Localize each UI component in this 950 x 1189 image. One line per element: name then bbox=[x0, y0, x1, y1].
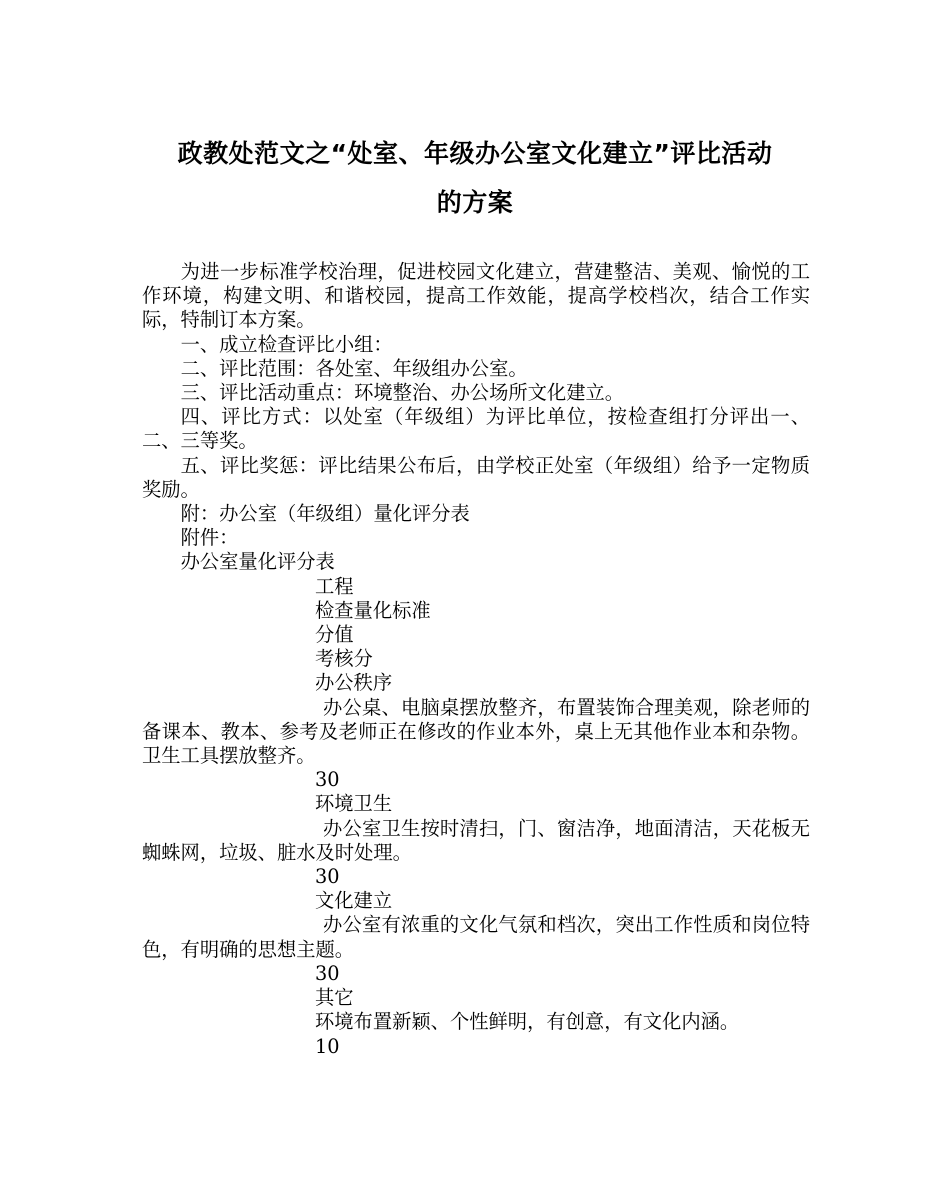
row-score: 30 bbox=[315, 865, 340, 889]
header-item: 工程 bbox=[315, 574, 354, 598]
section-5: 五、评比奖惩：评比结果公布后，由学校正处室（年级组）给予一定物质奖励。 bbox=[142, 453, 810, 501]
row-item: 办公秩序 bbox=[315, 671, 393, 695]
document-body bbox=[142, 260, 810, 1059]
table-row bbox=[142, 671, 810, 792]
header-assessment: 考核分 bbox=[315, 647, 373, 671]
section-2: 二、评比范围：各处室、年级组办公室。 bbox=[180, 356, 528, 380]
header-score: 分值 bbox=[315, 623, 354, 647]
table-header bbox=[142, 575, 810, 672]
row-standard: 办公桌、电脑桌摆放整齐，布置装饰合理美观，除老师的备课本、教本、参考及老师正在修改的作业本外，桌上无其他作业本和杂物。卫生工具摆放整齐。 bbox=[142, 695, 810, 768]
attachment-note: 附：办公室（年级组）量化评分表 bbox=[180, 502, 470, 526]
row-item: 其它 bbox=[315, 986, 354, 1010]
table-row bbox=[142, 889, 810, 986]
header-standard: 检查量化标准 bbox=[315, 598, 431, 622]
section-1: 一、成立检查评比小组： bbox=[180, 332, 393, 356]
table-row bbox=[142, 792, 810, 889]
row-score: 10 bbox=[315, 1034, 340, 1058]
table-title: 办公室量化评分表 bbox=[180, 550, 335, 574]
table-row bbox=[142, 986, 810, 1059]
section-4: 四、评比方式：以处室（年级组）为评比单位，按检查组打分评出一、二、三等奖。 bbox=[142, 405, 810, 453]
row-score: 30 bbox=[315, 768, 340, 792]
row-item: 环境卫生 bbox=[315, 792, 393, 816]
row-standard: 办公室有浓重的文化气氛和档次，突出工作性质和岗位特色，有明确的思想主题。 bbox=[142, 913, 810, 961]
attachment-label: 附件： bbox=[180, 526, 239, 550]
section-3: 三、评比活动重点：环境整治、办公场所文化建立。 bbox=[180, 381, 625, 405]
row-standard: 环境布置新颖、个性鲜明，有创意，有文化内涵。 bbox=[315, 1010, 740, 1034]
row-item: 文化建立 bbox=[315, 889, 393, 913]
row-standard: 办公室卫生按时清扫，门、窗洁净，地面清洁，天花板无蜘蛛网，垃圾、脏水及时处理。 bbox=[142, 816, 810, 864]
document-title-line1: 政教处范文之“处室、年级办公室文化建立”评比活动 bbox=[177, 139, 773, 168]
intro-paragraph: 为进一步标准学校治理，促进校园文化建立，营建整洁、美观、愉悦的工作环境，构建文明、和谐校园，提高工作效能，提高学校档次，结合工作实际，特制订本方案。 bbox=[142, 260, 810, 332]
row-score: 30 bbox=[315, 961, 340, 985]
document-title-line2: 的方案 bbox=[436, 188, 514, 217]
